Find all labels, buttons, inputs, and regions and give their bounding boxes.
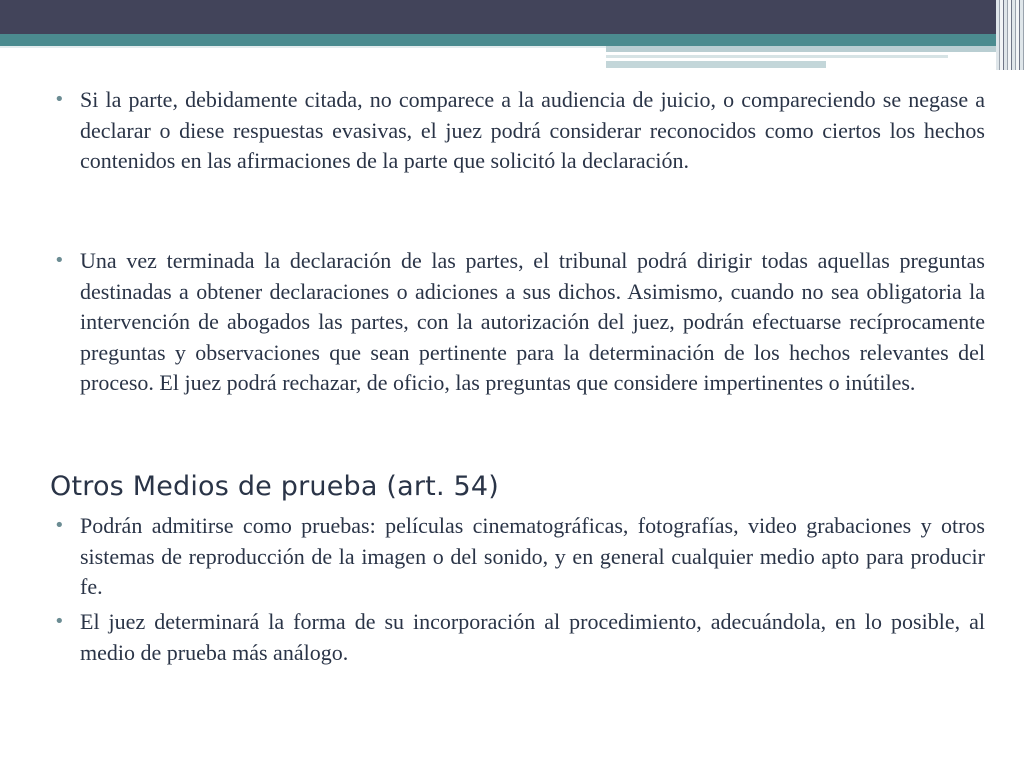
header-vertical-stripes — [996, 0, 1024, 70]
header-accent-line-1 — [606, 46, 996, 52]
header-dark-band — [0, 0, 996, 34]
bullet-icon: • — [54, 515, 65, 536]
header-teal-band — [0, 34, 996, 46]
bullet-icon: • — [54, 89, 65, 110]
bullet-paragraph-3 — [54, 511, 985, 603]
bullet-paragraph-4 — [54, 607, 985, 668]
bullet-paragraph-2 — [54, 246, 985, 399]
bullet-text: Podrán admitirse como pruebas: películas cinematográficas, fotografías, video grabaciones y otros sistemas de reproducción de la imagen o del sonido, y en general cualquier medio apto para producir fe. — [80, 513, 985, 600]
header-thin-line — [0, 46, 606, 48]
section-heading: Otros Medios de prueba (art. 54) — [50, 471, 500, 502]
bullet-icon: • — [54, 250, 65, 271]
bullet-text: El juez determinará la forma de su incorporación al procedimiento, adecuándola, en lo posible, al medio de prueba más análogo. — [80, 609, 985, 665]
bullet-text: Una vez terminada la declaración de las partes, el tribunal podrá dirigir todas aquellas preguntas destinadas a obtener declaraciones o adiciones a sus dichos. Asimismo, cuando no sea obligatoria la intervención de abogados las partes, con la autorización del juez, podrán efectuarse recíprocamente preguntas y observaciones que sean pertinente para la determinación de los hechos relevantes del proceso. El juez podrá rechazar, de oficio, las preguntas que considere impertinentes o inútiles. — [80, 248, 985, 396]
bullet-paragraph-1 — [54, 85, 985, 177]
header-accent-line-2 — [606, 55, 948, 58]
header-accent-line-3 — [606, 61, 826, 68]
bullet-text: Si la parte, debidamente citada, no comparece a la audiencia de juicio, o compareciendo se negase a declarar o diese respuestas evasivas, el juez podrá considerar reconocidos como ciertos los hechos contenidos en las afirmaciones de la parte que solicitó la declaración. — [80, 87, 985, 174]
bullet-icon: • — [54, 611, 65, 632]
